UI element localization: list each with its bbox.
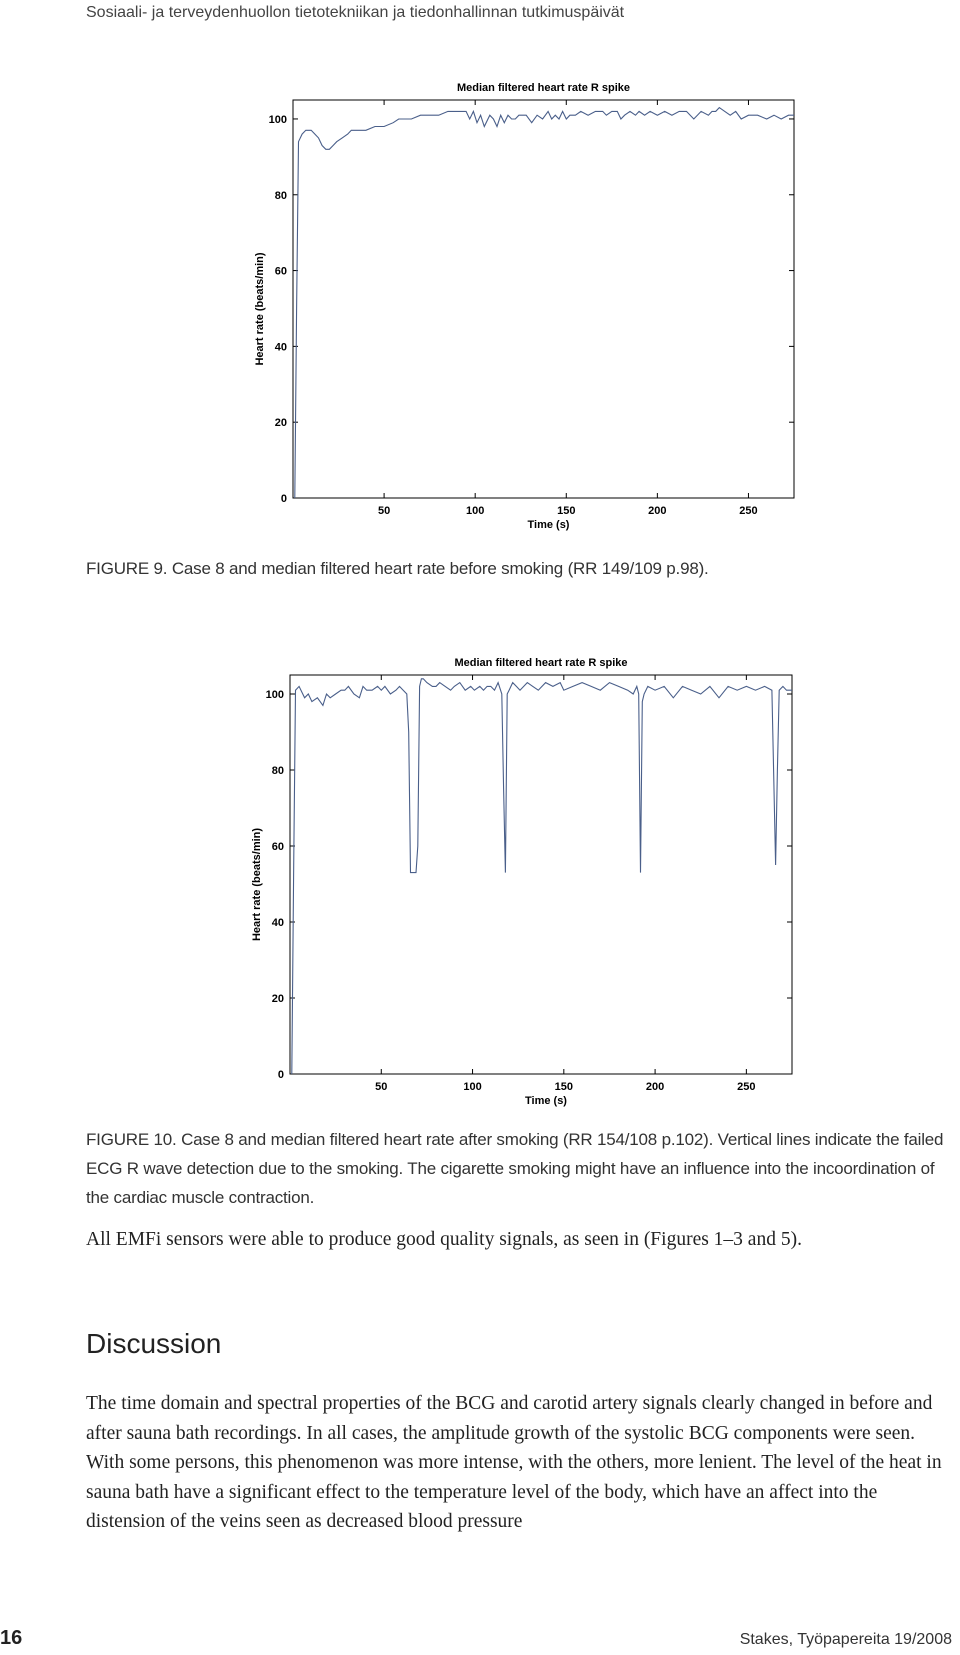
y-tick-label: 0 (280, 493, 287, 505)
publication-footer: Stakes, Työpapereita 19/2008 (739, 1631, 952, 1648)
paragraph-emfi-sensors: All EMFi sensors were able to produce good quality signals, as seen in (Figures 1–3 and 5). (86, 1229, 802, 1250)
y-tick-label: 20 (274, 417, 287, 430)
plot-frame (293, 100, 794, 498)
chart-title: Median filtered heart rate R spike (457, 82, 630, 94)
page-number: 16 (0, 1627, 23, 1649)
figure-9-caption: FIGURE 9. Case 8 and median filtered heart rate before smoking (RR 149/109 p.98). (86, 559, 709, 578)
y-tick-label: 20 (271, 993, 284, 1005)
y-tick-label: 40 (274, 341, 287, 354)
y-tick-label: 100 (265, 689, 284, 701)
heart-rate-series-line (295, 108, 794, 498)
x-axis-label: Time (s) (525, 1095, 567, 1107)
x-axis-label: Time (s) (527, 519, 570, 531)
x-tick-label: 150 (557, 505, 576, 517)
discussion-paragraph: The time domain and spectral properties of the BCG and carotid artery signals clearly changed in before and after sauna bath recordings. In all cases, the amplitude growth of the systolic BCG components were seen. With some persons, this phenomenon was more intense, with the others, more lenient. The level of the heat in sauna bath have a significant effect to the temperature level of the body, which have an affect into the distension of the veins seen as decreased blood pressure (86, 1393, 942, 1532)
figure-10 (0, 620, 960, 1120)
y-tick-label: 80 (274, 189, 287, 202)
y-tick-label: 100 (268, 113, 287, 126)
x-tick-label: 100 (463, 1081, 482, 1093)
y-tick-label: 60 (274, 265, 287, 278)
x-tick-label: 50 (375, 1081, 388, 1093)
chart-title: Median filtered heart rate R spike (454, 657, 628, 669)
y-axis-label: Heart rate (beats/min) (251, 827, 263, 942)
y-axis-label: Heart rate (beats/min) (254, 252, 266, 366)
y-tick-label: 60 (271, 841, 284, 853)
x-tick-label: 250 (737, 1081, 756, 1093)
heart-rate-series-line (292, 679, 792, 1074)
x-tick-label: 200 (645, 1081, 665, 1093)
plot-frame (290, 675, 792, 1074)
y-tick-label: 40 (271, 917, 284, 929)
figure-10-caption: FIGURE 10. Case 8 and median filtered heart rate after smoking (RR 154/108 p.102). Vertical lines indicate the failed ECG R wave detection due to the smoking. The cigarette smoking might have an influence into the incoordination of the cardiac muscle contraction. (86, 1130, 944, 1207)
x-tick-label: 250 (739, 505, 758, 517)
section-heading-discussion: Discussion (86, 1328, 222, 1359)
x-tick-label: 200 (648, 505, 667, 517)
figure-9-chart (0, 0, 960, 540)
x-tick-label: 150 (554, 1081, 573, 1093)
y-tick-label: 0 (277, 1069, 284, 1081)
running-header: Sosiaali- ja terveydenhuollon tietotekniikan ja tiedonhallinnan tutkimuspäivät (86, 4, 625, 21)
x-tick-label: 100 (466, 505, 485, 517)
figure-9 (0, 0, 960, 540)
y-tick-label: 80 (271, 765, 284, 777)
x-tick-label: 50 (377, 505, 391, 517)
figure-10-chart (0, 620, 960, 1120)
